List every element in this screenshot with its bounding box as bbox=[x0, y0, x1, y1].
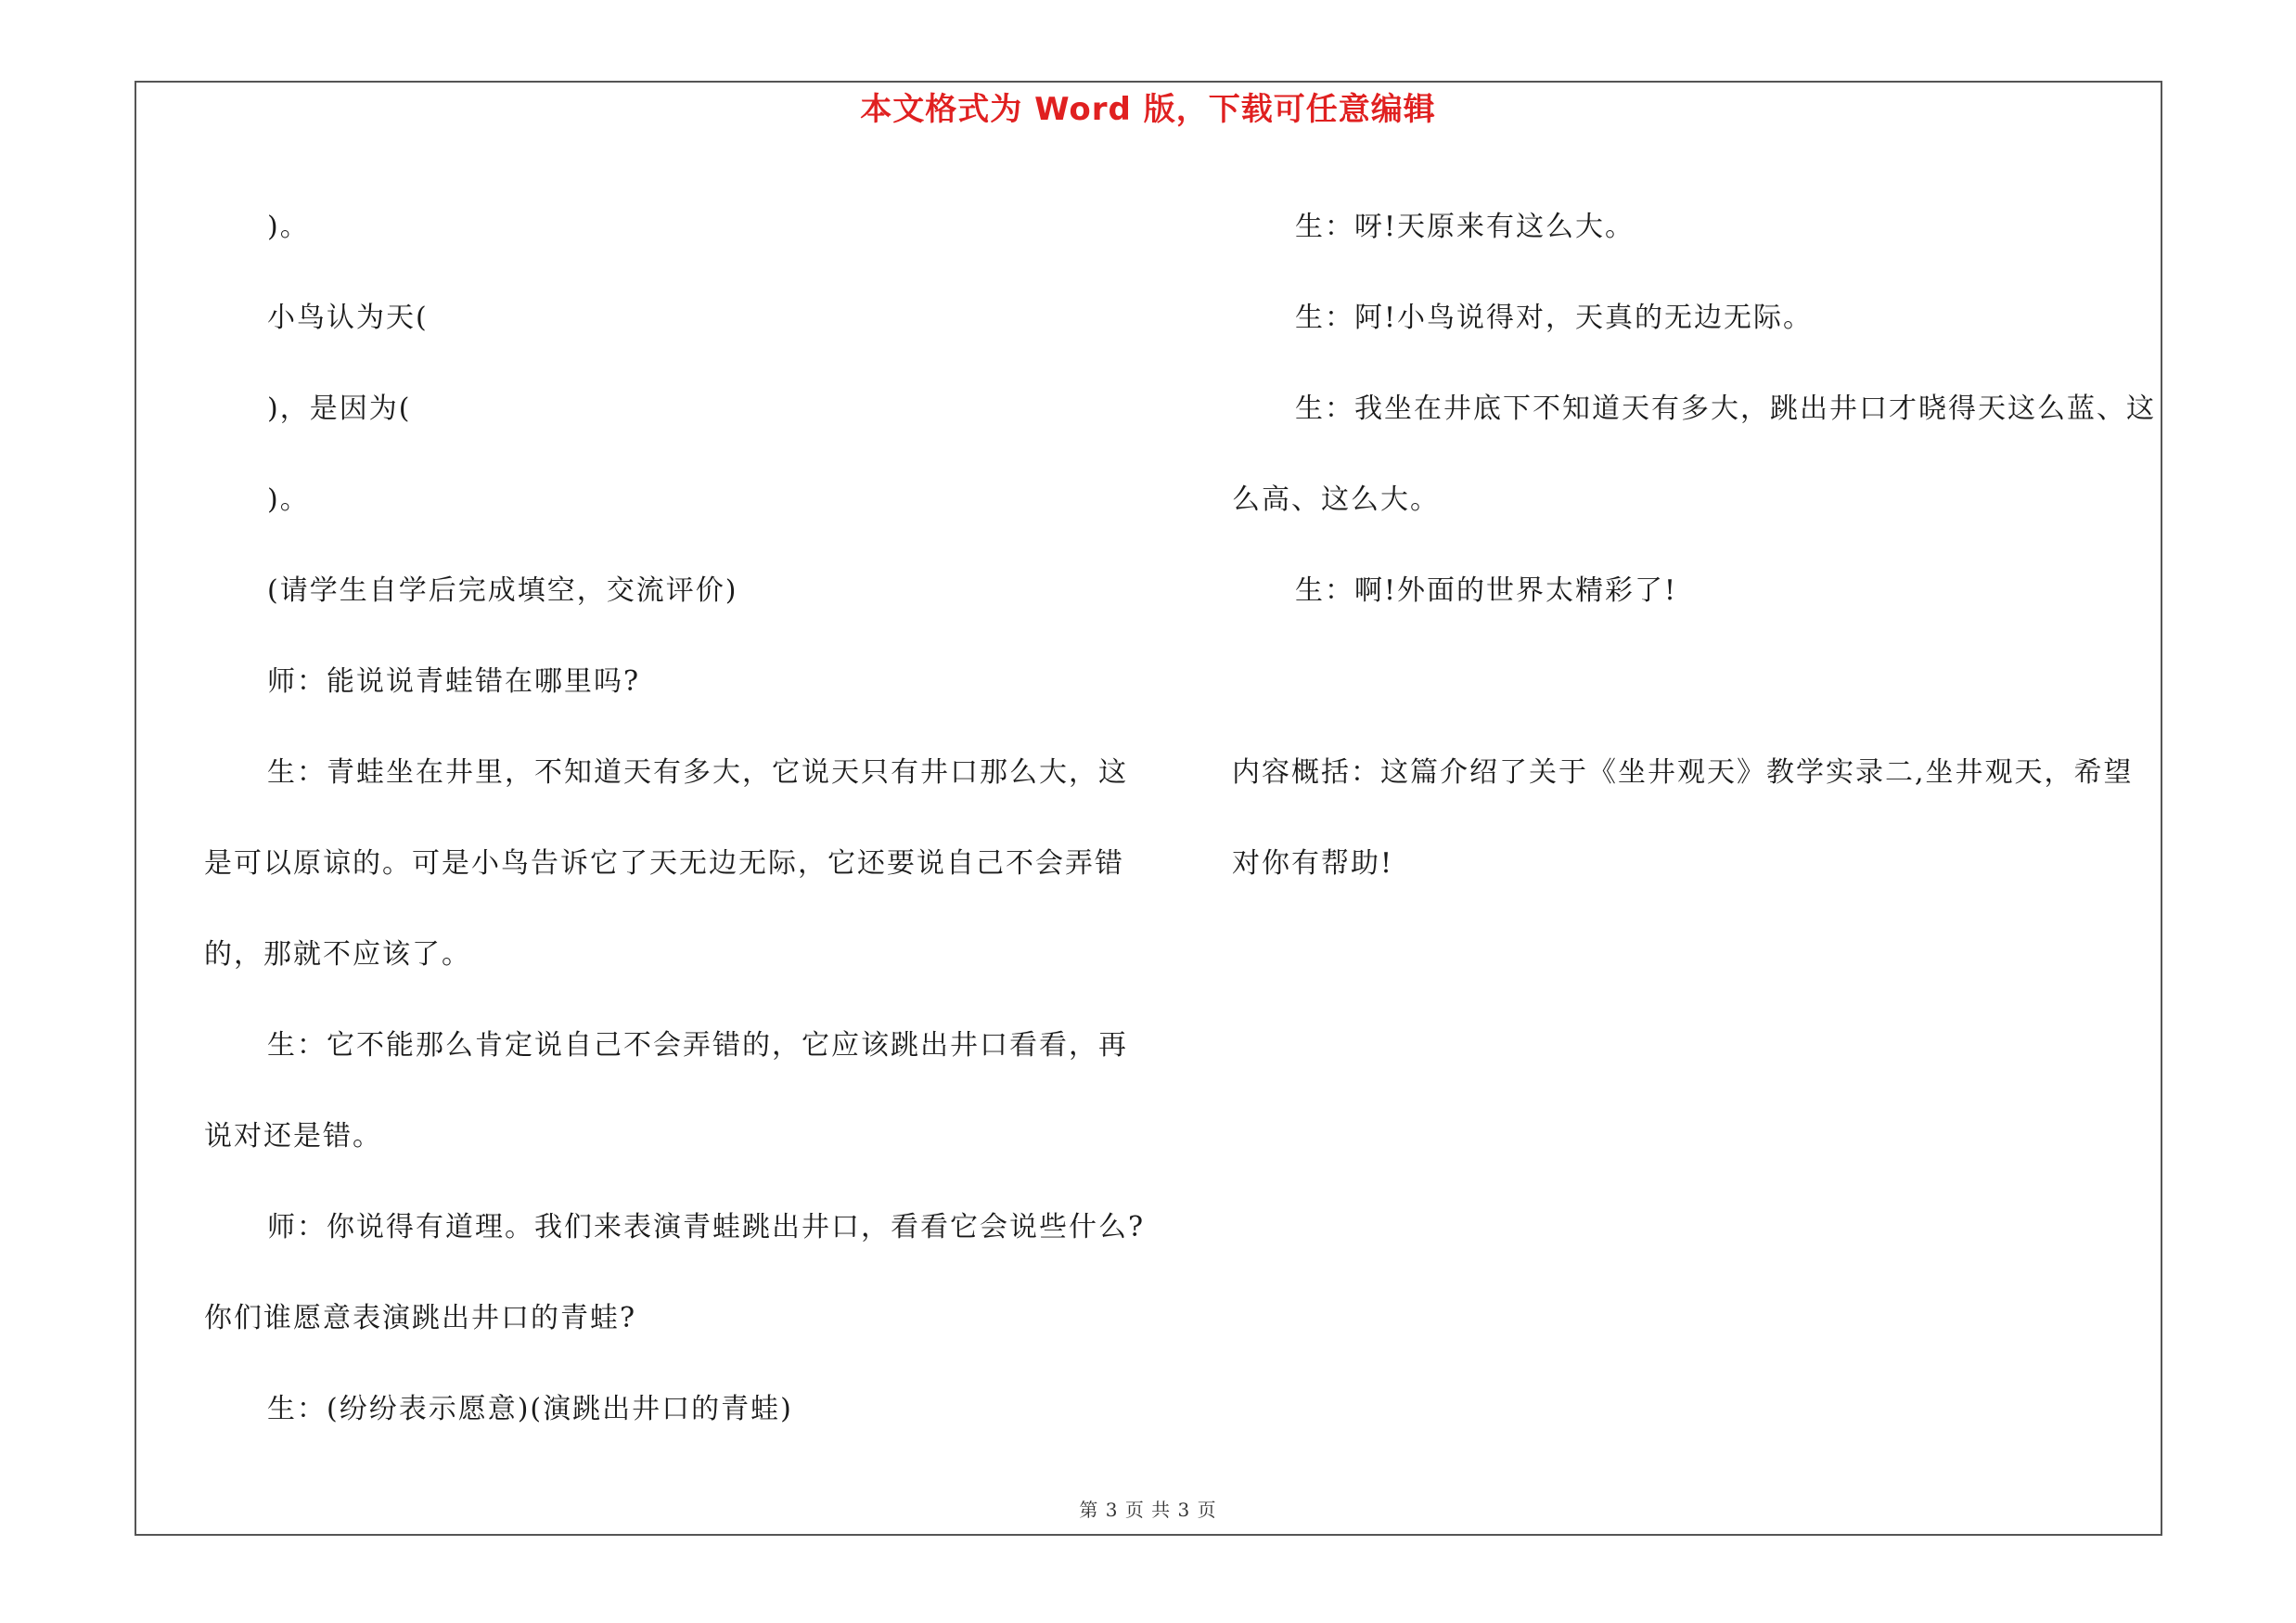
paragraph: 生：阿!小鸟说得对，天真的无边无际。 bbox=[1295, 302, 1814, 334]
right-column bbox=[1232, 182, 2160, 909]
summary-paragraph: 内容概括：这篇介绍了关于《坐井观天》教学实录二,坐井观天，希望对你有帮助! bbox=[1232, 756, 2134, 880]
paragraph: 生：(纷纷表示愿意)(演跳出井口的青蛙) bbox=[267, 1393, 793, 1425]
format-banner: 本文格式为 Word 版，下载可任意编辑 bbox=[860, 91, 1436, 128]
paragraph: 生：呀!天原来有这么大。 bbox=[1295, 211, 1635, 243]
spacer bbox=[1232, 637, 2160, 728]
paragraph: )。 bbox=[267, 483, 310, 516]
paragraph: 生：我坐在井底下不知道天有多大，跳出井口才晓得天这么蓝、这么高、这么大。 bbox=[1232, 393, 2156, 516]
page-number: 第 3 页 共 3 页 bbox=[1079, 1499, 1217, 1521]
paragraph: 生：青蛙坐在井里，不知道天有多大，它说天只有井口那么大，这是可以原谅的。可是小鸟告诉它了天无边无际，它还要说自己不会弄错的，那就不应该了。 bbox=[204, 756, 1128, 971]
paragraph: 生：它不能那么肯定说自己不会弄错的，它应该跳出井口看看，再说对还是错。 bbox=[204, 1029, 1128, 1153]
paragraph: 师：你说得有道理。我们来表演青蛙跳出井口，看看它会说些什么?你们谁愿意表演跳出井口的青蛙? bbox=[204, 1211, 1146, 1334]
paragraph: )，是因为( bbox=[267, 393, 412, 425]
left-column bbox=[204, 182, 1150, 1455]
paragraph: 生：啊!外面的世界太精彩了! bbox=[1295, 574, 1678, 607]
paragraph: 小鸟认为天( bbox=[267, 302, 429, 334]
paragraph: )。 bbox=[267, 211, 310, 243]
paragraph: 师：能说说青蛙错在哪里吗? bbox=[267, 665, 641, 698]
paragraph: (请学生自学后完成填空，交流评价) bbox=[267, 574, 738, 607]
